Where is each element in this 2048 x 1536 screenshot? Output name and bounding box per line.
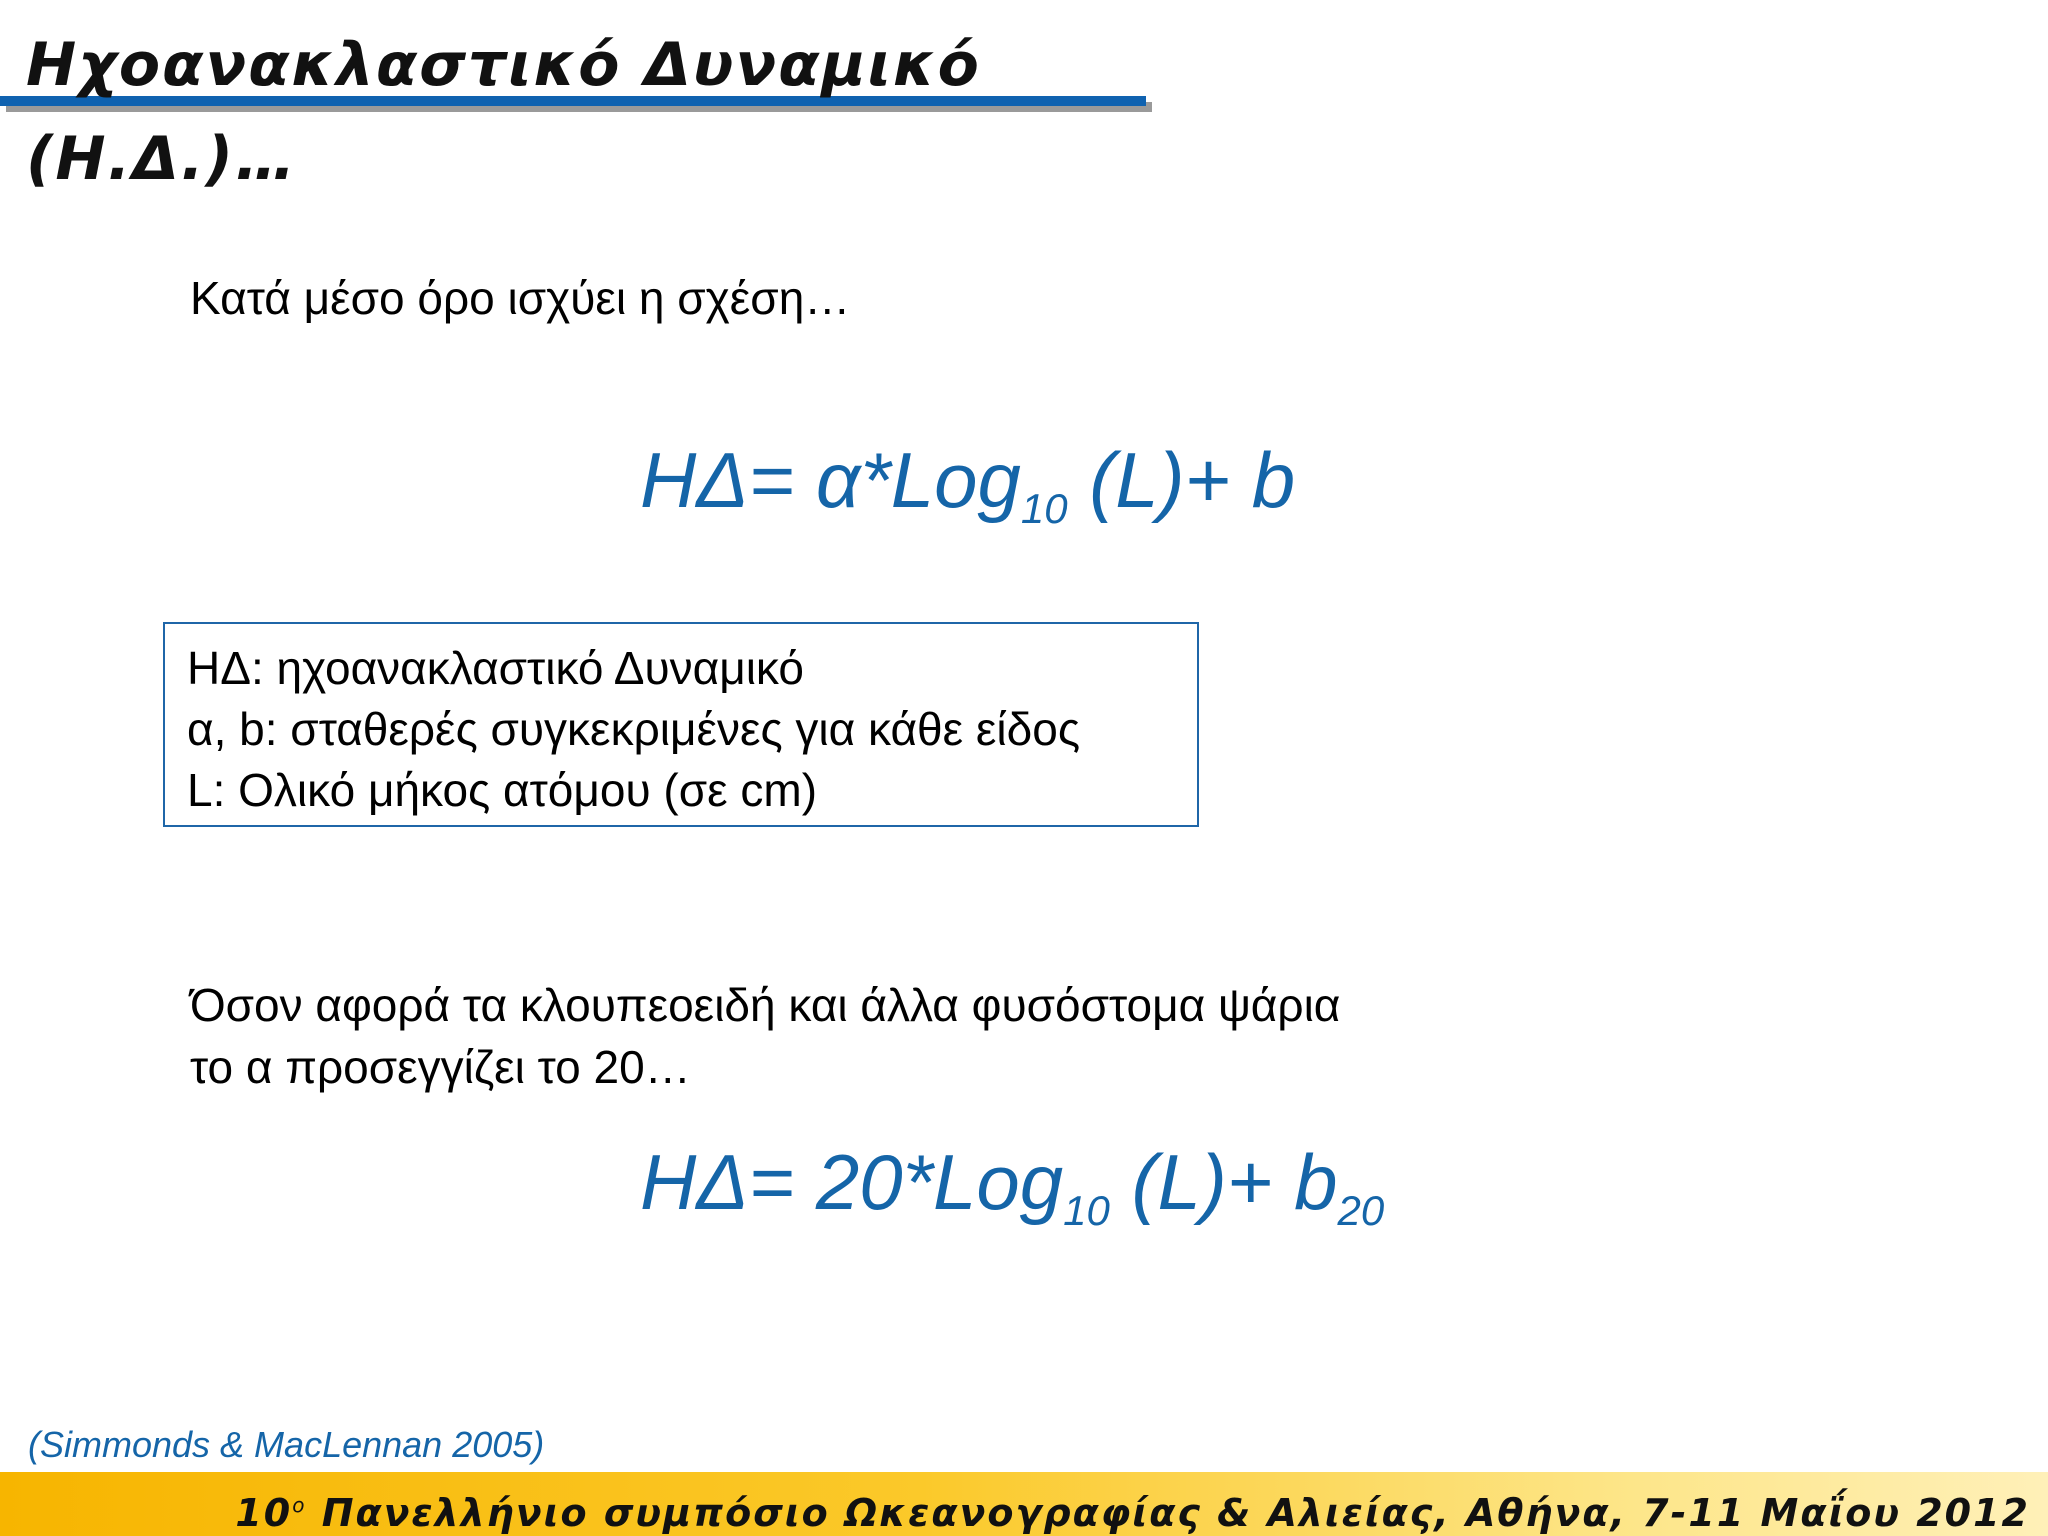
footer-ordinal-suffix: ο — [292, 1493, 307, 1517]
intro-text: Κατά μέσο όρο ισχύει η σχέση… — [190, 272, 851, 324]
note-line-2: το α προσεγγίζει το 20… — [190, 1041, 691, 1093]
formula-general-log-base: 10 — [1020, 485, 1068, 532]
citation: (Simmonds & MacLennan 2005) — [28, 1424, 545, 1465]
formula-clupeoid-log-base: 10 — [1063, 1187, 1110, 1234]
clupeoid-note — [190, 974, 1340, 1098]
footer-ordinal: 10 — [235, 1491, 293, 1535]
formula-clupeoid — [640, 1132, 1384, 1261]
formula-clupeoid-b-subscript: 20 — [1337, 1187, 1385, 1234]
formula-clupeoid-lhs: ΗΔ= 20*Log — [640, 1138, 1064, 1226]
formula-clupeoid-rhs: (L)+ b — [1109, 1138, 1338, 1226]
footer-bar — [0, 1472, 2048, 1536]
definition-constants: α, b: σταθερές συγκεκριμένες για κάθε είδος — [187, 703, 1081, 755]
formula-general — [640, 430, 1295, 559]
definition-hd: ΗΔ: ηχοανακλαστικό Δυναμικό — [187, 642, 804, 694]
footer-conference-name: Πανελλήνιο συμπόσιο Ωκεανογραφίας & Αλιείας, Αθήνα, 7-11 Μαΐου 2012 — [306, 1491, 2030, 1535]
definitions-box — [163, 622, 1199, 827]
formula-general-rhs: (L)+ b — [1067, 436, 1296, 524]
slide-title: Ηχοανακλαστικό Δυναμικό (Η.Δ.)… — [26, 30, 981, 194]
footer-conference-text — [235, 1482, 2030, 1536]
definition-length: L: Ολικό μήκος ατόμου (σε cm) — [187, 764, 818, 816]
note-line-1: Όσον αφορά τα κλουπεοειδή και άλλα φυσόστομα ψάρια — [190, 979, 1341, 1031]
formula-general-lhs: ΗΔ= α*Log — [640, 436, 1021, 524]
